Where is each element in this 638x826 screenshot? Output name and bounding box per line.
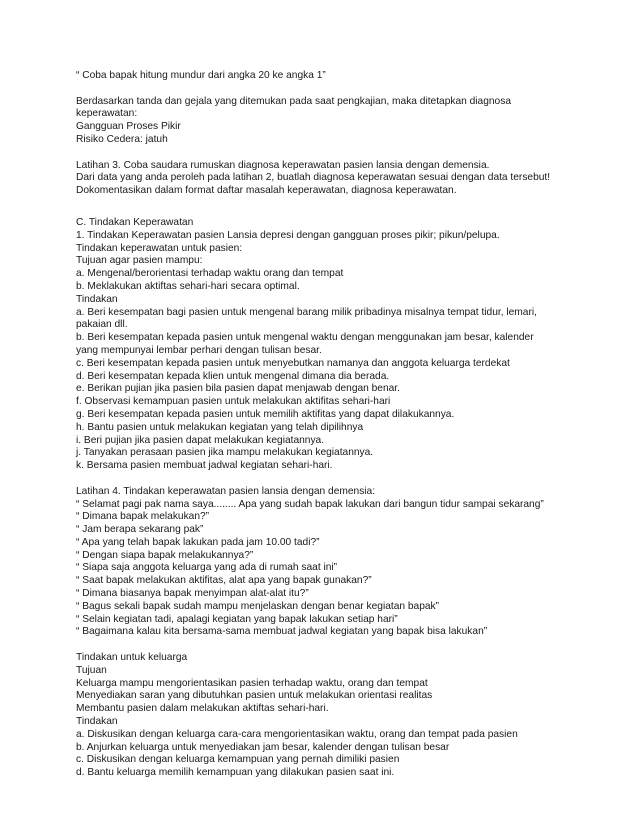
paragraph-line: Membantu pasien dalam melakukan aktiftas sehari-hari. — [76, 703, 329, 715]
dialogue-line: “ Dimana biasanya bapak menyimpan alat-alat itu?” — [76, 588, 309, 600]
paragraph-line: Berdasarkan tanda dan gejala yang ditemukan pada saat pengkajian, maka ditetapkan diagnosa — [76, 95, 511, 107]
diagnosis-line: Gangguan Proses Pikir — [76, 121, 181, 133]
list-item: b. Beri kesempatan kepada pasien untuk mengenal waktu dengan menggunakan jam besar, kalender — [76, 332, 534, 344]
list-item: c. Diskusikan dengan keluarga kemampuan yang pernah dimiliki pasien — [76, 754, 400, 766]
diagnosis-line: Risiko Cedera: jatuh — [76, 133, 168, 145]
paragraph-line: Keluarga mampu mengorientasikan pasien terhadap waktu, orang dan tempat — [76, 677, 428, 689]
subheading: Tujuan — [76, 664, 107, 676]
dialogue-line: “ Dimana bapak melakukan?” — [76, 511, 210, 523]
list-item: g. Beri kesempatan kepada pasien untuk memilih aktifitas yang dapat dilakukannya. — [76, 408, 455, 420]
dialogue-line: “ Siapa saja anggota keluarga yang ada di rumah saat ini” — [76, 562, 338, 574]
subheading: Tindakan — [76, 293, 118, 305]
list-item: b. Anjurkan keluarga untuk menyediakan jam besar, kalender dengan tulisan besar — [76, 741, 450, 753]
paragraph-line: Menyediakan saran yang dibutuhkan pasien untuk melakukan orientasi realitas — [76, 690, 433, 702]
dialogue-line: “ Selain kegiatan tadi, apalagi kegiatan yang bapak lakukan setiap hari” — [76, 613, 398, 625]
dialogue-line: “ Dengan siapa bapak melakukannya?” — [76, 549, 254, 561]
list-item: a. Beri kesempatan bagi pasien untuk mengenal barang milik pribadinya misalnya tempat tidur, lemari, — [76, 306, 537, 318]
list-item: e. Berikan pujian jika pasien bila pasien dapat menjawab dengan benar. — [76, 383, 400, 395]
list-item: h. Bantu pasien untuk melakukan kegiatan yang telah dipilihnya — [76, 421, 364, 433]
list-item: pakaian dll. — [76, 319, 128, 331]
dialogue-line: “ Saat bapak melakukan aktifitas, alat apa yang bapak gunakan?” — [76, 575, 372, 587]
paragraph-line: Tindakan keperawatan untuk pasien: — [76, 242, 243, 254]
paragraph-line: Dokomentasikan dalam format daftar masalah keperawatan, diagnosa keperawatan. — [76, 185, 457, 197]
list-item: a. Mengenal/berorientasi terhadap waktu orang dan tempat — [76, 268, 344, 280]
exercise-heading: Latihan 3. Coba saudara rumuskan diagnosa keperawatan pasien lansia dengan demensia. — [76, 159, 490, 171]
list-item: c. Beri kesempatan kepada pasien untuk menyebutkan namanya dan anggota keluarga terdekat — [76, 357, 510, 369]
list-item: d. Bantu keluarga memilih kemampuan yang dilakukan pasien saat ini. — [76, 767, 395, 779]
list-item: b. Meklakukan aktiftas sehari-hari secara optimal. — [76, 280, 300, 292]
section-heading: Tindakan untuk keluarga — [76, 652, 188, 664]
dialogue-line: “ Apa yang telah bapak lakukan pada jam 10.00 tadi?” — [76, 536, 320, 548]
dialogue-line: “ Bagus sekali bapak sudah mampu menjelaskan dengan benar kegiatan bapak” — [76, 600, 440, 612]
dialogue-line: “ Bagaimana kalau kita bersama-sama membuat jadwal kegiatan yang bapak bisa lakukan” — [76, 626, 488, 638]
dialogue-line: “ Jam berapa sekarang pak” — [76, 524, 204, 536]
list-item: yang mempunyai lembar perhari dengan tulisan besar. — [76, 344, 322, 356]
dialogue-line: “ Selamat pagi pak nama saya........ Apa yang sudah bapak lakukan dari bangun tidur sampai sekarang” — [76, 498, 544, 510]
paragraph-line: Tujuan agar pasien mampu: — [76, 255, 203, 267]
list-item: d. Beri kesempatan kepada klien untuk mengenal dimana dia berada. — [76, 370, 390, 382]
list-item: i. Beri pujian jika pasien dapat melakukan kegiatannya. — [76, 434, 325, 446]
paragraph-line: 1. Tindakan Keperawatan pasien Lansia depresi dengan gangguan proses pikir; pikun/pelupa. — [76, 229, 500, 241]
exercise-heading: Latihan 4. Tindakan keperawatan pasien lansia dengan demensia: — [76, 485, 376, 497]
subheading: Tindakan — [76, 716, 118, 728]
list-item: a. Diskusikan dengan keluarga cara-cara mengorientasikan waktu, orang dan tempat pada pasien — [76, 728, 518, 740]
document-page — [76, 70, 596, 780]
paragraph-line: Dari data yang anda peroleh pada latihan 2, buatlah diagnosa keperawatan sesuai dengan data tersebut! — [76, 172, 551, 184]
section-heading: C. Tindakan Keperawatan — [76, 216, 194, 228]
paragraph-line: keperawatan: — [76, 108, 138, 120]
list-item: j. Tanyakan perasaan pasien jika mampu melakukan kegiatannya. — [76, 447, 374, 459]
quote-line: “ Coba bapak hitung mundur dari angka 20 ke angka 1” — [76, 70, 326, 81]
list-item: k. Bersama pasien membuat jadwal kegiatan sehari-hari. — [76, 460, 333, 472]
list-item: f. Observasi kemampuan pasien untuk melakukan aktifitas sehari-hari — [76, 396, 391, 408]
